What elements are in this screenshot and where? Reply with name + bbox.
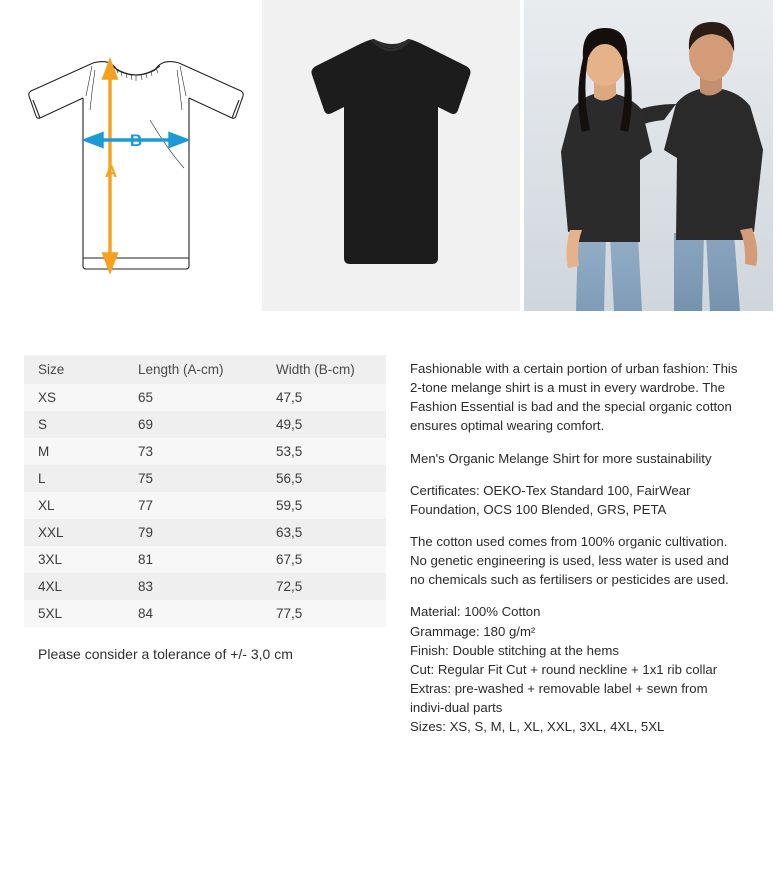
cell-width: 47,5	[262, 384, 386, 411]
cell-length: 83	[124, 573, 262, 600]
svg-text:B: B	[129, 131, 143, 150]
spec-finish: Finish: Double stitching at the hems	[410, 642, 619, 658]
cell-length: 69	[124, 411, 262, 438]
cell-size: XXL	[24, 519, 124, 546]
cell-length: 79	[124, 519, 262, 546]
cell-size: L	[24, 465, 124, 492]
cell-size: XL	[24, 492, 124, 519]
model-photo-image	[524, 0, 773, 311]
cell-size: 5XL	[24, 600, 124, 627]
table-row	[24, 573, 386, 600]
cell-length: 73	[124, 438, 262, 465]
svg-text:A: A	[104, 162, 118, 181]
cell-width: 72,5	[262, 573, 386, 600]
cell-size: 3XL	[24, 546, 124, 573]
cell-width: 67,5	[262, 546, 386, 573]
table-row	[24, 600, 386, 627]
table-row	[24, 519, 386, 546]
header-width: Width (B-cm)	[262, 355, 386, 384]
table-row	[24, 465, 386, 492]
cell-length: 84	[124, 600, 262, 627]
cell-length: 77	[124, 492, 262, 519]
cell-length: 81	[124, 546, 262, 573]
size-table	[24, 355, 386, 627]
header-length: Length (A-cm)	[124, 355, 262, 384]
description-intro: Fashionable with a certain portion of urban fashion: This 2-tone melange shirt is a must in every wardrobe. The Fashion Essential is bad and the special organic cotton ensures optimal wearing comfort.	[410, 361, 738, 434]
tolerance-note: Please consider a tolerance of +/- 3,0 cm	[38, 646, 293, 662]
cell-size: 4XL	[24, 573, 124, 600]
size-table-container	[24, 355, 386, 627]
cell-size: M	[24, 438, 124, 465]
description-cotton: The cotton used comes from 100% organic cultivation. No genetic engineering is used, less water is used and no chemicals such as fertilisers or pesticides are used.	[410, 533, 729, 588]
technical-drawing-tshirt-icon	[0, 0, 258, 311]
cell-size: XS	[24, 384, 124, 411]
table-row	[24, 411, 386, 438]
cell-width: 59,5	[262, 492, 386, 519]
spec-list	[410, 602, 740, 736]
cell-width: 56,5	[262, 465, 386, 492]
flat-black-tshirt-image	[262, 0, 520, 311]
flat-shot-cell	[262, 0, 520, 311]
cell-size: S	[24, 411, 124, 438]
product-image-strip	[0, 0, 777, 311]
table-row	[24, 546, 386, 573]
spec-cut: Cut: Regular Fit Cut + round neckline + 1x1 rib collar	[410, 661, 718, 677]
cell-length: 65	[124, 384, 262, 411]
cell-length: 75	[124, 465, 262, 492]
model-photo-cell	[524, 0, 773, 311]
spec-grammage: Grammage: 180 g/m²	[410, 623, 536, 639]
cell-width: 63,5	[262, 519, 386, 546]
description-certificates: Certificates: OEKO-Tex Standard 100, FairWear Foundation, OCS 100 Blended, GRS, PETA	[410, 482, 691, 517]
cell-width: 49,5	[262, 411, 386, 438]
spec-sizes: Sizes: XS, S, M, L, XL, XXL, 3XL, 4XL, 5XL	[410, 719, 665, 735]
header-size: Size	[24, 355, 124, 384]
table-header-row	[24, 355, 386, 384]
description-sustainability: Men's Organic Melange Shirt for more sustainability	[410, 450, 712, 466]
product-description-column	[410, 359, 740, 736]
table-row	[24, 438, 386, 465]
cell-width: 77,5	[262, 600, 386, 627]
spec-extras: Extras: pre-washed + removable label + sewn from indivi-dual parts	[410, 680, 708, 716]
table-row	[24, 492, 386, 519]
technical-drawing-cell	[0, 0, 258, 311]
spec-material: Material: 100% Cotton	[410, 604, 541, 620]
cell-width: 53,5	[262, 438, 386, 465]
table-row	[24, 384, 386, 411]
